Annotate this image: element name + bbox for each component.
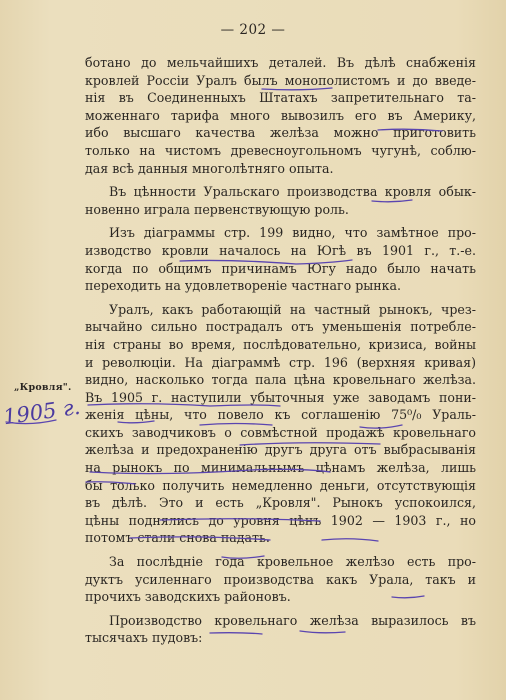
paragraph-5 xyxy=(85,553,476,606)
text-line: женія цѣны, что повело къ соглашенію 75⁰/₀ Ураль- xyxy=(85,407,476,423)
text-line: нія въ Соединенныхъ Штатахъ запретительнаго та- xyxy=(85,90,476,106)
text-line: на рынокъ по минимальнымъ цѣнамъ желѣза, лишь xyxy=(85,460,476,476)
text-line: новенно играла первенствующую роль. xyxy=(85,201,349,217)
text-line: цѣны поднялись до уровня цѣнъ 1902 — 1903 г., но xyxy=(85,512,476,528)
text-line: Производство кровельнаго желѣза выразилось въ xyxy=(109,612,476,628)
text-line: тысячахъ пудовъ: xyxy=(85,630,203,646)
text-line: потомъ стали снова падать. xyxy=(85,530,270,546)
text-line: кровлей Россіи Уралъ былъ монополистомъ и до введе- xyxy=(85,72,476,88)
text-line: желѣза и предохраненію другъ друга отъ выбрасыванія xyxy=(85,442,476,458)
text-line: изводство кровли началось на Югѣ въ 1901 г., т.-е. xyxy=(85,242,476,258)
page-number: — 202 — xyxy=(220,22,286,38)
paragraph-3 xyxy=(85,224,476,294)
text-line: Уралъ, какъ работающій на частный рынокъ, чрез- xyxy=(109,301,476,317)
text-line: ибо высшаго качества желѣза можно приготовить xyxy=(85,125,476,141)
text-line: За послѣдніе года кровельное желѣзо есть про- xyxy=(109,554,476,570)
text-line: дуктъ усиленнаго производства какъ Урала, такъ и xyxy=(85,571,476,587)
text-line: прочихъ заводскихъ районовъ. xyxy=(85,589,291,605)
text-line: переходить на удовлетвореніе частнаго рынка. xyxy=(85,278,402,294)
page-body xyxy=(85,54,476,653)
text-line: Изъ діаграммы стр. 199 видно, что замѣтное про- xyxy=(109,225,476,241)
text-line: только на чистомъ древесноугольномъ чугунѣ, соблю- xyxy=(85,142,476,158)
text-line: Въ 1905 г. наступили убыточныя уже заводамъ пони- xyxy=(85,389,476,405)
text-line: нія страны во время, послѣдовательно, кризиса, войны xyxy=(85,336,476,352)
text-line: вычайно сильно пострадалъ отъ уменьшенія потребле- xyxy=(85,319,476,335)
text-line: и революціи. На діаграммѣ стр. 196 (верхняя кривая) xyxy=(85,354,476,370)
handwritten-margin-note: 1905 г. xyxy=(1,394,82,430)
text-line: дая всѣ данныя многолѣтняго опыта. xyxy=(85,160,334,176)
paragraph-6 xyxy=(85,612,476,647)
margin-note: „Кровля". xyxy=(14,382,72,393)
paragraph-2 xyxy=(85,183,476,218)
paragraph-4 xyxy=(85,301,476,547)
text-line: бы только получить немедленно деньги, отсутствующія xyxy=(85,477,476,493)
paragraph-1 xyxy=(85,54,476,177)
text-line: когда по общимъ причинамъ Югу надо было начать xyxy=(85,260,476,276)
text-line: ботано до мельчайшихъ деталей. Въ дѣлѣ снабженія xyxy=(85,55,476,70)
text-line: скихъ заводчиковъ о совмѣстной продажѣ кровельнаго xyxy=(85,424,476,440)
text-line: въ дѣлѣ. Это и есть „Кровля". Рынокъ успокоился, xyxy=(85,495,476,511)
text-line: Въ цѣнности Уральскаго производства кровля обык- xyxy=(109,184,476,200)
text-line: моженнаго тарифа много вывозилъ его въ Америку, xyxy=(85,107,476,123)
text-line: видно, насколько тогда пала цѣна кровельнаго желѣза. xyxy=(85,372,476,388)
